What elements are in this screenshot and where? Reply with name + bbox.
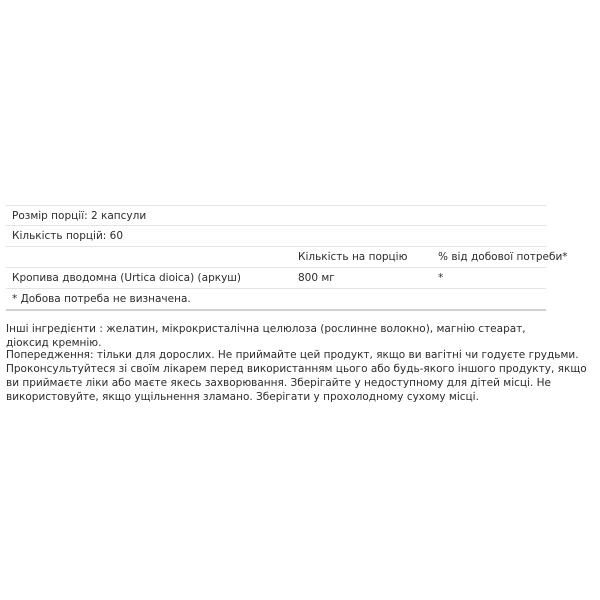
servings-per-container: Кількість порцій: 60 xyxy=(12,230,124,242)
serving-size: Розмір порції: 2 капсули xyxy=(12,210,147,222)
amount-per-serving-header: Кількість на порцію xyxy=(298,251,408,263)
ingredient-name: Кропива дводомна (Urtica dioica) (аркуш) xyxy=(12,272,242,284)
ingredient-daily-value: * xyxy=(438,272,444,284)
serving-size-row xyxy=(6,205,546,226)
footnote-row xyxy=(6,289,546,311)
other-ingredients-text: Інші інгредієнти : желатин, мікрокристалічна целюлоза (рослинне волокно), магнію стеарат, діоксид кремнію. xyxy=(6,323,526,349)
other-ingredients xyxy=(6,322,566,350)
servings-per-container-row xyxy=(6,226,546,247)
warning xyxy=(6,348,590,404)
daily-value-header: % від добової потреби* xyxy=(438,251,568,263)
table-header-row xyxy=(6,247,568,268)
footnote: * Добова потреба не визначена. xyxy=(12,293,191,305)
ingredient-amount: 800 мг xyxy=(298,272,335,284)
warning-text: Попередження: тільки для дорослих. Не приймайте цей продукт, якщо ви вагітні чи годуєте грудьми. Проконсультуйтеся зі своїм лікарем перед використанням цього або будь-якого іншого продукту, якщо ви приймаєте ліки або маєте якесь захворювання. Зберігайте у недоступному для дітей місці. Не використовуйте, якщо ущільнення зламано. Зберігати у прохолодному сухому місці. xyxy=(6,349,587,403)
table-row xyxy=(6,268,546,289)
supplement-facts-table xyxy=(6,205,568,311)
